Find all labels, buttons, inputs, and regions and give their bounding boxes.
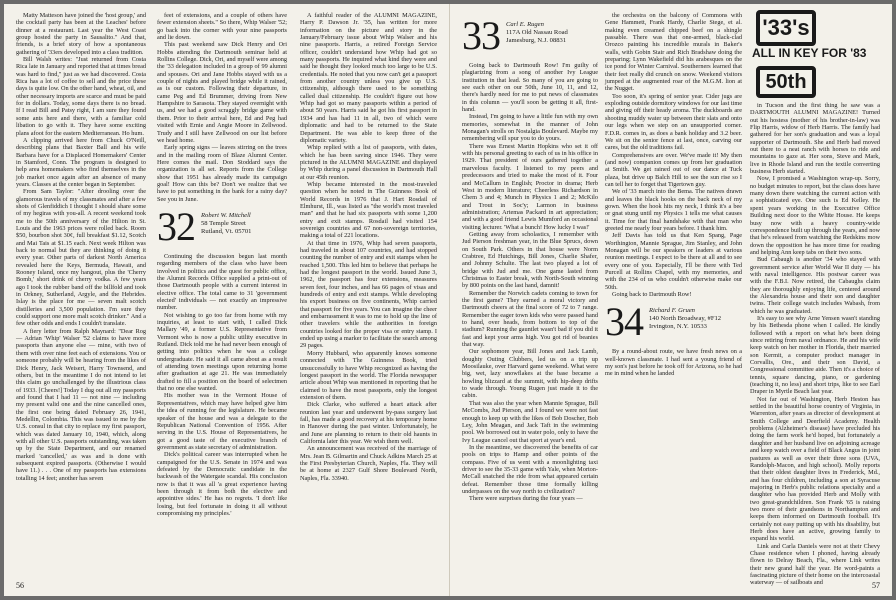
badge-slogan: ALL IN KEY FOR '83 xyxy=(752,46,867,60)
class-year-number: 34 xyxy=(605,299,643,345)
class-secretary-address xyxy=(506,18,568,45)
paragraph: In the meantime, we discovered the benefits of car pools on trips to Hamp and other points of the compass. Five of us went with a moonlighting taxi driver to see the 35-33 game with Yale, when Morton-McCall snatched the ride from what appeared certain defeat. Remember those time formally killing underpasses on the way north to civilization? xyxy=(462,443,598,495)
secretary-street: 117A Old Nassau Road xyxy=(506,29,568,36)
right-column-3 xyxy=(750,102,880,587)
left-column-2 xyxy=(157,12,287,517)
paragraph: Morry Hubbard, who apparently knows someone connected with The Guinness Book, tried unsuccessfully to have Whip recognized as having the longest passport in the world. The Florida newspaper article about Whip was mentioned in reporting that he claimed to have the most passports, only the longest extension of them. xyxy=(300,349,437,401)
left-column-3 xyxy=(300,12,437,482)
right-page xyxy=(450,4,892,596)
paragraph: Link and Carla Daniels were not at their Chevy Chase residence when I phoned, having already flown to Delray Beach, Fla., where Link writes their new grand half the year. He word-paints a fascinating picture of their home on the intercoastal waterway — of sailboats and xyxy=(750,542,880,587)
badge-class-year: '33's xyxy=(756,10,816,46)
left-page xyxy=(4,4,450,596)
paragraph: A clipping arrived here from Chuck O'Neill, describing plans that Baxter Ball and his wife Barbara have for a Displaced Homemakers' Center in Stamford, Conn. The program is designed to help area homemakers who find themselves in the job market once again after an absence of many years. Classes at the center began in September. xyxy=(16,136,146,188)
paragraph: Matty Matteson have joined the 'host group,' and the cocktail party has been at the Leaches' before dinner at a restaurant. Last year the West Coast group hosted the party in Sausalito." And that, friends, is a brief story of how a spontaneous gathering of '33ers developed into a class tradition. xyxy=(16,12,146,56)
paragraph: Dick's political career was interrupted when he campaigned for the U.S. Senate in 1974 and was defeated by the Democratic candidate in the backwash of the Watergate scandal. His conclusion now is that it was all 'a great experience having been through it from both the elective and appointive sides.' He has no regrets. 'I don't like losing, but feel fortunate in doing it all without compromising my principles.' xyxy=(157,451,287,517)
class-heading-33 xyxy=(462,13,598,58)
paragraph: Too soon, it's spring of senior year. Cider jugs are exploding outside dormitory windows for our last time and giving off their heady aroma. The duckboards are shooting muddy water up between their slats and onto our legs when we step on an unsupported corner. F.D.R. comes in, as does a bank holiday and 3.2 beer. We sit on the senior fence at last, once, carving our cares, but the old traditions fail. xyxy=(605,92,742,152)
class-heading-32 xyxy=(157,203,287,249)
secretary-city: Irvington, N.Y. 10533 xyxy=(649,323,707,331)
class-secretary-address xyxy=(201,209,251,236)
paragraph: That was also the year when Mannie Sprague, Bill McCombs, Jud Pierson, and I found we were not fast enough to keep up with the likes of Bob Doscher, Bob Ley, John Meagan, and Jack Taft in the swimming pool. We borrowed out in water polo, only to have the Ivy League cancel out that sport at year's end. xyxy=(462,399,598,444)
right-column-1 xyxy=(462,12,598,503)
right-column-2 xyxy=(605,12,742,378)
page-number: 57 xyxy=(872,581,880,590)
page-number: 56 xyxy=(16,581,24,590)
class-year-number: 32 xyxy=(157,203,195,249)
paragraph: From Sam Taylor: "After drooling over the glamorous travels of my classmates and after a few shots of Glenfiddich I thought I should share some of my hegiras with you-all. A recent weekend took me to the 50th anniversary of the Hilton in St. Louis and the 1963 prices were rolled back. Room $50, bourbon shot 30¢, full breakfast $1.12, Scotch and Mai Tais at $1.15 each. Next week Hilton was back to normal but they are thinking of doing it every year. Other parts of darkest North America revealed here the Keys, Bermuda, Hawaii, and Rooney Island, once my hangout, plus the 'Cherry Bomb,' short drink of cherry vodka. A few years ago I took the rubber band off the billfold and took in Orkney, Sutherland, Argyle, and the Hebrides. Islay is the place for me — seven malt scotch distilleries and 3,500 population. I'm sure they could support one more malt scotch drinker." And a few other odds and ends I couldn't translate. xyxy=(16,188,146,328)
secretary-name: Richard F. Gruen xyxy=(649,307,695,315)
paragraph: Comprehensives are over. We've made it! My then (and now) companion comes up from her graduation at Smith. We get rained out of our dance at Tuck plaza, but drive up Balch Hill to see the sun rise so I can tell her to forget that Tigertown guy. xyxy=(605,151,742,188)
paragraph: feet of extensions, and a couple of others have fewer extension sheets." So there, Whip Walser '52; go back into the corner with your nine passports and lie down. xyxy=(157,12,287,42)
class-year-number: 33 xyxy=(462,13,500,58)
badge-anniversary: 50th xyxy=(756,66,816,98)
class-secretary-address xyxy=(649,304,721,331)
left-column-1 xyxy=(16,12,146,482)
paragraph: We of '33 march into the Bema. The natives drawn and leaves the black hooks on the back neck of my gown. When the hook hits my neck, I think it's a bee or gnat stung until my Physics 1 tells me what causes it. Time for that final handshake with that man who greeted me nearly four years before. I thank him. xyxy=(605,188,742,232)
paragraph: Now, I promised a Washington wrap-up. Sorry, no budget minutes to report, but the class does have many down there watching the current action with a sophisticated eye. One such is Ed Kelley. He spent years working in the Executive Office Building next door to the White House. He keeps busy now with a heavy country-wide correspondence built up through the years, and now that he's released from watching the Redskins mow down the opposition he has more time for reading and helping Ann keep tabs on their two sons. xyxy=(750,175,880,256)
paragraph: Going back to Dartmouth Row! xyxy=(612,291,692,299)
paragraph: the orchestra on the balcony of Commons with Gene Hammett, Frank Hardy, Charlie Stege, et al. making even creamed chipped beef on a shingle passable. There was that one-armed, black-clad Orozco painting his incredible murals in Baker's walls, with Gobin Stair and Rich Bradshaw doing the preparing; Lynn Wakefield did his arabesques on the ice pond for Winter Carnival. Southerners learned that their feet really did crunch on snow. Weekend visitors jumped at the augmented roar of the M.G.M. lion at the Nugget. xyxy=(605,12,742,93)
paragraph: Our sophomore year, Bill Jones and Jack Lamb, doughty Outing Clubbers, led us on a trip up Moosilauke, over Harvard game weekend. What were big, wet, lazy snowflakes at the base became a howling blizzard at the summit, with hip-deep drifts to wade through. Young Rugen just made it to the cabin. xyxy=(462,348,598,400)
paragraph: Whip replied with a list of passports, with dates, which he has been saving since 1946. They were pictured in the ALUMNI MAGAZINE and displayed by Whip during a panel discussion in Dartmouth Hall at our 45th reunion. xyxy=(300,144,437,181)
reunion-badge xyxy=(750,6,890,96)
paragraph: This past weekend saw Dick Henry and Ori Hobbs attending the Dartmouth seminar held at Rollins College. Dick, Ori, and myself were among the '33 delegation included in a group of 99 alumni and spouses. Ori and Jane Hobbs stayed with us a couple of nights and played bridge while it rained, as is our custom. Following their departure, in came Peg and Ed Brummer, driving from New Hampshire to Sarasota. They stayed overnight with us, and we had a good scraggly bridge game with them. Prior to their arrival here, Ed and Peg had visited with Ernie and Angie Moore in Zellwood. Trudy and I still have Zellwood on our list before we head home. xyxy=(157,41,287,144)
paragraph: Instead, I'm going to have a little fun with my own memories, somewhat in the manner of John Monagan's strolls on Nostalgia Boulevard. Maybe my remembering will spur you to do yours. xyxy=(462,113,598,143)
paragraph: Not wishing to go too far from home with my inquiries, at least to start with, I called Dick Mallary '49, a former U.S. Representative from Vermont who is now a public utility executive in Rutland. Dick told me he had never been enough of getting into politics when he was a college undergraduate. He said it all came about as a result of attending town meetings upon returning home after graduation at age 21. He was immediately drafted to fill a position on the board of selectmen that no one else wanted. xyxy=(157,311,287,393)
secretary-name: Carl E. Rugen xyxy=(506,21,544,28)
class-heading-34 xyxy=(605,299,742,345)
paragraph: A fiery letter from Ralph Maynard: "Dear Rog — Adrian 'Whip' Walser '52 claims to have more passports than anyone else — mine, with two of them with over nine feet each of extensions. You or someone probably will be hearing from the likes of Dick Henry, Jack Weisert, Harry Townsend, and others, but in the meantime I do not intend to let this claim go unchallenged by the illustrious class of 1933. [Cheers!] Today I dug out all my passports and found that I had 11 — not nine — including my present valid one and the nine cancelled ones, the first one being dated February 26, 1941, Medellin, Colombia. This was issued to me by the U.S. consul in that city to replace my first passport, which was dated January 10, 1940, which, along with all other U.S. passports outstanding, was taken up by the State Department, and our renamed marked 'cancelled,' as was and is done with subsequent expired passports. (Otherwise I would have 11.) . . . One of my passports has extensions totalling 14 feet; another has seven xyxy=(16,327,146,482)
paragraph: There were surprises during the four years — xyxy=(469,495,583,503)
paragraph: Not far out of Washington, Herb Heston has settled in the beautiful horse country of Virginia, in Warrenton, after years as director of development at Smith College and Deerfield Academy. Health problems (Alzheimer's disease) have precluded his doing the farm work he'd hoped, but fortunately a daughter and her husband live on adjoining acreage and keep watch over a field of Black Angus in joint pastures as well as over their three sons (UVA, Randolph-Macon, and high school). Molly reports that their oldest daughter lives in Frederick, Md., and has four children, including a son at Syracuse majoring in Herb's public relations specialty and a daughter who has provided Herb and Molly with two great-grandchildren. Son Frank '65 is raising two more of their grandsons in Northampton and keeps them informed on Dartmouth football. It's certainly not easy putting up with his disability, but Herb does have an active, growing family to expand his world. xyxy=(750,395,880,543)
paragraph: Bud Cabaugh is another '34 who stayed with government service after World War II duty — his with naval intelligence. His postwar career was with the F.B.I. Now retired, the Cabaughs claim they are thoroughly enjoying life, centered around the Alexandria house and their son and daughter twins. Their college watch includes Wabash, from which he was graduated. xyxy=(750,256,880,315)
paragraph: Early spring signs — leaves stirring on the trees and in the mailing room of Blaze Alumni Center. Here comes the mail. Don Stoddard says the organization is all set. Reports from the College show that 1951 has already made its campaign goal! How can this be? Don't we realize that we have to put something in the bank for a rainy day? See you in June. xyxy=(157,144,287,203)
secretary-city: Rutland, Vt. 05701 xyxy=(201,227,252,235)
secretary-city: Jamesburg, N.J. 08831 xyxy=(506,37,567,44)
paragraph: An announcement was received of the marriage of Mrs. Jean B. Gilmartin and Chuck Adkins March 25 at the First Presbyterian Church, Naples, Fla. They will be at home at 2327 Gulf Shore Boulevard North, Naples, Fla. 33940. xyxy=(300,445,437,482)
paragraph: Whip became interested in the most-traveled question when he noted in The Guinness Book of World Records in 1976 that J. Hart Rosdail of Elmhurst, Ill., was listed as "the world's most traveled man" and that he had six passports with some 1,200 entry and exit stamps. Rosdail had visited 154 sovereign countries and 67 non-sovereign territories, making a total of 221 locations. xyxy=(300,180,437,240)
paragraph: A faithful reader of the ALUMNI MAGAZINE, Harry P. Dawson Jr. '35, has written for more information on the picture and story in the January/February issue about Whip Walser and his nine passports. Harris, a retired Foreign Service officer, couldn't understand how Whip had got so many passports. He inquired what kind they were and said he thought they looked much too large to be U.S. credentials. He noted that you now can't get a passport from another country unless you give up U.S. citizenship, although there used to be something called dual citizenship. He couldn't figure out how Whip had got so many passports within a period of about 50 years. Harris said he got his first passport in 1934 and has had 11 in all, two of which were diplomatic and had to be returned to the State Department. He was able to keep three of the diplomatic variety. xyxy=(300,12,437,144)
secretary-street: 140 North Broadway, #F12 xyxy=(649,315,722,323)
paragraph: Going back to Dartmouth Row! I'm guilty of plagiarizing from a song of another Ivy League institution in that lead. So many of you are going to see each other on our 50th, June 10, 11, and 12, there's hardly need for me to put news of classmates in this column — you'll soon be getting it all, first-hand. xyxy=(462,62,598,114)
paragraph: At that time in 1976, Whip had seven passports, had traveled in about 107 countries, and had stopped counting the number of entry and exit stamps when he reached 1,500. This led him to believe that perhaps he had the longest passport in the world. Issued June 3, 1962, the passport has four extensions, measures seven feet, four inches, and has 66 pages of visas and hundreds of entry and exit stamps. While developing his export business on five continents, Whip carried that passport for five years. You can imagine the cheer and embarrassment it was to me to hold up the line of other travelers while the authorities in foreign countries looked for the proper visa or entry stamp. I ended up using a marker to facilitate the search among 29 pages. xyxy=(300,239,437,350)
paragraph: It's easy to see why Arne Yensen wasn't standing by his Bethesda phone when I called. He kindly followed with a report on what he's been doing since retiring from naval ordnance. He and his wife keep watch on her mother in Florida, their married son Kermit, a computer product manager in Corvallis, Ore., and their son David, a Congressional committee aide. Then it's a choice of tennis, square dancing, piano, or gardening (teaching it, no less) and short trips, like to see Earl Draper in Myrtle Beach last year. xyxy=(750,314,880,396)
paragraph: There was Ernest Martin Hopkins who set it off with his personal greeting to each of us in his office in 1929. That president of ours gathered together a marvelous faculty. I listened to my peers and predecessors and tried to make the most of it. Four and McCallum in English; Proctor in drama; Herb West in modern literature; Cheerless Richardson in Chem 3 and 4; Munch in Physics 1 and 2; McKilo and Trout in Soc'y; Larmon in business administration; Artemas Packard in art appreciation; and with a good friend Lewis Mumford an occasional visiting lecturer. 'What a bunch! How lucky I was!' xyxy=(462,142,598,231)
paragraph: Remember the Norwich cadets coming to town for the first game? They earned a moral victory and Dartmouth cheers at the final score of 72 to 7 range. Remember the eager town kids who were passed hand to hand, over heads, from bottom to top of the stadium? Running the gauntlet wasn't bad if you did it fast and kept your arms high. You got rid of beanies that way. xyxy=(462,289,598,349)
magazine-spread xyxy=(4,4,892,596)
secretary-street: 58 Temple Street xyxy=(201,219,246,227)
paragraph: By a round-about route, we have fresh news on a well-known classmate. I had sent a young friend of my son's just before he took off for Arizona, so he had me in mind when he landed xyxy=(605,348,742,378)
paragraph: Jeff Davis has told us that Ken Spang, Page Worthington, Mannie Sprague, Jim Stanley, and John Monagan will be our speakers or leaders at various reunion meetings. I expect to be there at all and to see every one of you. Especially, I'll be there with Ted Purcell at Rollins Chapel, with my memories, and with the 234 of us who couldn't otherwise make our 50th. xyxy=(605,232,742,291)
paragraph: Dick Clarke, who suffered a heart attack after reunion last year and underwent by-pass surgery last fall, has made a good recovery at his temporary home in Hanover during the past winter. Unfortunately, he and June are planning to return to their old haunts in California later this year. We wish them well. xyxy=(300,401,437,445)
paragraph: Bill Walsh writes: "Just returned from Costa Rica late in January and reported that at times bread was hard to find," just as we had discovered. Costa Rica has a lot of coffee to sell and the price these days is quite low. On the other hand, wheat, oil, and other necessary imports are scarce and must be paid for in dollars. Today, some days there is no bread. If I read Bill and Patsy right, I am sure they found some ants here and there, with a familiar cold libation to go with it. They have some exciting plans afoot for the eastern Mediterranean. Ho hum. xyxy=(16,56,146,137)
paragraph: Getting away from scholastics, I remember with Jud Pierson freshman year, in the Blue Sprucs, down on South Park. Others in that house were Norm Crabtree, Ed Hutchings, Bill Jones, Charlie Shafer, and Johnny Schulte. The last two played a lot of bridge with Jud and me. One game lasted from Christmas to Easter break, with North-South winning by 800 points on the last hand, damnit! xyxy=(462,230,598,290)
paragraph: in Tucson and the first thing he saw was a DARTMOUTH ALUMNI MAGAZINE! Turned out his hostess (mother of his brother-in-law) was Flip Harris, widow of Herb Harris. The family had gathered for her son's graduation and was a loyal supporter of Dartmouth. She and Herb had moved out there to a neat ranch with horses to ride and mountains to gaze at. Her sons, Steve and Mark, live in Rhode Island and run the textile converting business Herb started. xyxy=(750,102,880,176)
paragraph: His mother was in the Vermont House of Representatives, which may have helped give him the idea of running for the legislature. He became speaker of the house and was a delegate to the Republican National Convention of 1956. After serving in the U.S. House of Representatives, he got a good taste of the executive branch of government as state secretary of administration. xyxy=(157,392,287,451)
secretary-name: Robert W. Mitchell xyxy=(201,211,251,219)
paragraph: Continuing the discussion begun last month regarding members of the class who have been involved in politics and the quest for public office, the Alumni Records Office supplied a print-out of those Dartmouth people with a current interest in elective office. The total came to 31 'government elected' individuals — not exactly an impressive number. xyxy=(157,252,287,312)
